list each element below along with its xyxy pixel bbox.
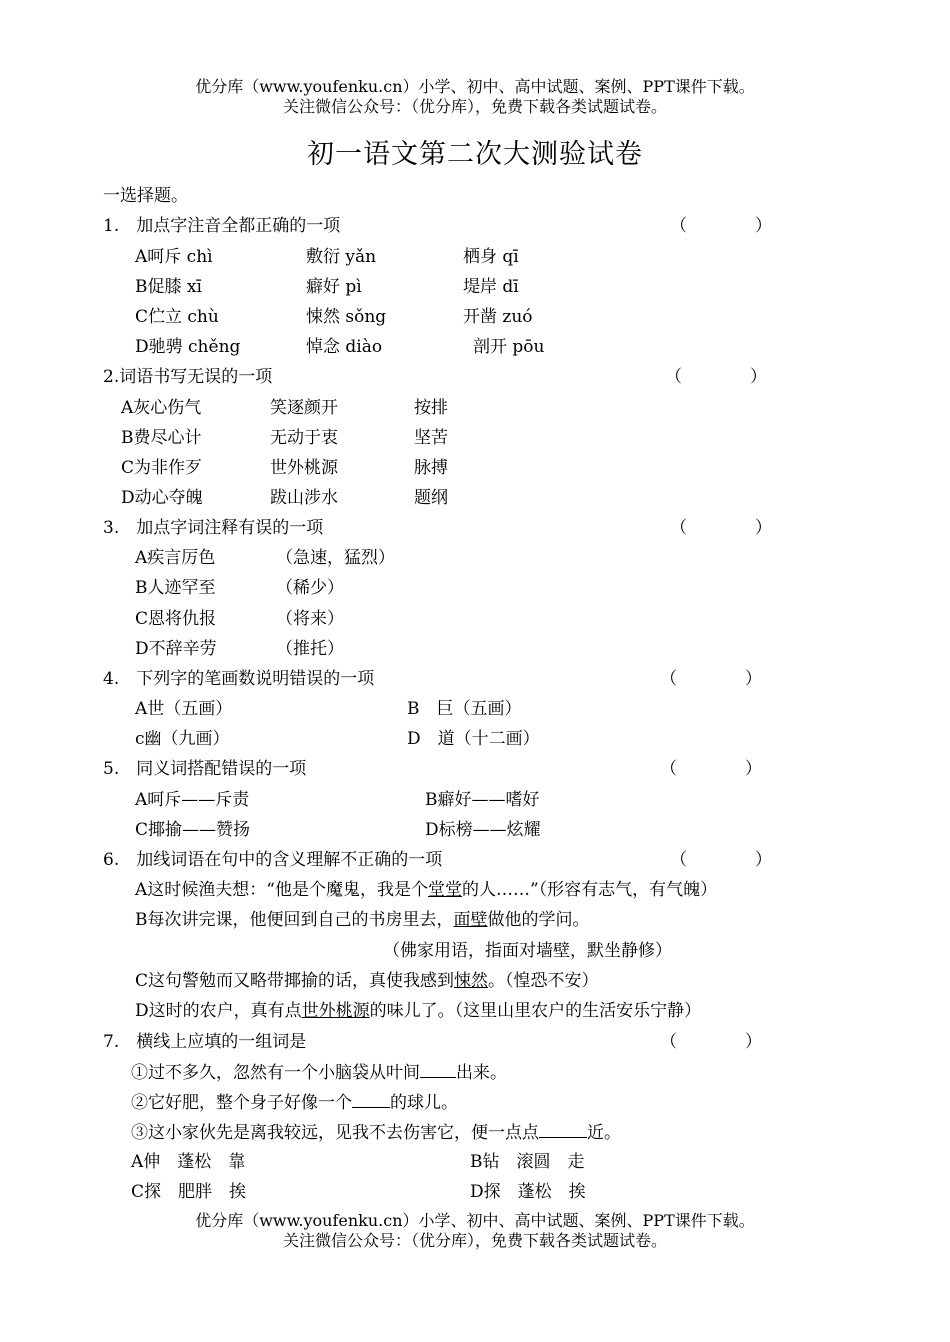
q7-option-b: B钻 滚圆 走 xyxy=(470,1152,585,1172)
q1-option-a-3: 栖身 qī xyxy=(463,247,519,267)
q2-stem: 2.词语书写无误的一项 xyxy=(103,367,273,387)
q2-option-b-3: 坚苦 xyxy=(414,428,448,448)
q7-sentence-3-text-2: 近。 xyxy=(587,1123,621,1143)
q6-stem: 6. 加线词语在句中的含义理解不正确的一项 xyxy=(103,850,443,870)
q7-sentence-2-text-2: 的球儿。 xyxy=(390,1093,458,1113)
q6-option-c xyxy=(135,970,599,992)
footer-line-2: 关注微信公众号：（优分库），免费下载各类试题试卷。 xyxy=(282,1231,667,1250)
q3-option-d-word: D不辞辛劳 xyxy=(135,639,217,659)
q7-stem: 7. 横线上应填的一组词是 xyxy=(103,1032,307,1052)
q2-option-c-3: 脉搏 xyxy=(414,458,448,478)
q5-option-a: A呵斥——斥责 xyxy=(135,790,250,810)
page-title: 初一语文第二次大测验试卷 xyxy=(307,139,643,170)
q2-option-d-3: 题纲 xyxy=(414,488,448,508)
q5-stem: 5. 同义词搭配错误的一项 xyxy=(103,759,307,779)
q6-option-c-underlined: 悚然 xyxy=(454,971,489,991)
q6-option-c-text-1: C这句警勉而又略带揶揄的话，真使我感到 xyxy=(135,971,455,991)
q7-option-a: A伸 蓬松 靠 xyxy=(131,1152,246,1172)
header-line-2: 关注微信公众号：（优分库），免费下载各类试题试卷。 xyxy=(282,97,667,116)
q5-option-c: C揶揄——赞扬 xyxy=(135,820,251,840)
header-line-1: 优分库（www.youfenku.cn）小学、初中、高中试题、案例、PPT课件下载。 xyxy=(195,77,755,96)
q6-option-a-text-2: 的人……”（形容有志气，有气魄） xyxy=(461,880,718,900)
q2-option-c-2: 世外桃源 xyxy=(270,458,338,478)
q1-option-b-1: B促膝 xī xyxy=(135,277,202,297)
q4-stem: 4. 下列字的笔画数说明错误的一项 xyxy=(103,669,375,689)
q1-option-c-2: 悚然 sǒng xyxy=(306,307,387,327)
q2-option-a-2: 笑逐颜开 xyxy=(270,398,338,418)
q7-answer-paren: （ ） xyxy=(660,1032,762,1052)
q6-answer-paren: （ ） xyxy=(670,850,772,870)
q2-option-c-1: C为非作歹 xyxy=(121,458,203,478)
q2-option-d-1: D动心夺魄 xyxy=(121,488,203,508)
q3-option-d-note: （推托） xyxy=(276,639,344,659)
q6-option-b-underlined: 面壁 xyxy=(453,910,488,930)
q7-blank-1 xyxy=(420,1061,456,1078)
q6-option-d-underlined: 世外桃源 xyxy=(301,1001,370,1021)
q5-answer-paren: （ ） xyxy=(660,759,762,779)
q3-option-a-note: （急速，猛烈） xyxy=(276,548,395,568)
footer-line-1: 优分库（www.youfenku.cn）小学、初中、高中试题、案例、PPT课件下载。 xyxy=(195,1211,755,1230)
q3-stem: 3. 加点字词注释有误的一项 xyxy=(103,518,324,538)
q1-option-a-1: A呵斥 chì xyxy=(135,247,213,267)
q2-option-a-3: 按排 xyxy=(414,398,448,418)
q4-option-d: D 道（十二画） xyxy=(407,729,540,749)
q7-option-d: D探 蓬松 挨 xyxy=(470,1182,586,1202)
q7-option-c: C探 肥胖 挨 xyxy=(131,1182,247,1202)
section-heading: 一选择题。 xyxy=(103,186,188,206)
q6-option-c-text-2: 。（惶恐不安） xyxy=(488,971,599,991)
q1-option-d-2: 悼念 diào xyxy=(306,337,383,357)
q7-sentence-1 xyxy=(131,1061,507,1084)
q4-option-b: B 巨（五画） xyxy=(407,699,522,719)
q6-option-a xyxy=(135,879,717,901)
q6-option-d xyxy=(135,1000,701,1022)
q2-option-a-1: A灰心伤气 xyxy=(121,398,202,418)
q1-option-d-3: 剖开 pōu xyxy=(473,337,545,357)
q2-option-b-2: 无动于衷 xyxy=(270,428,338,448)
q7-sentence-1-text-2: 出来。 xyxy=(456,1063,507,1083)
q3-option-c-word: C恩将仇报 xyxy=(135,609,217,629)
q6-option-a-text-1: A这时候渔夫想：“他是个魔鬼，我是个 xyxy=(135,880,428,900)
q6-option-d-text-1: D这时的农户，真有点 xyxy=(135,1001,302,1021)
q6-option-b-note: （佛家用语，指面对墙壁，默坐静修） xyxy=(383,941,672,961)
q6-option-d-text-2: 的味儿了。（这里山里农户的生活安乐宁静） xyxy=(369,1001,702,1021)
q2-option-b-1: B费尽心计 xyxy=(121,428,202,448)
q4-answer-paren: （ ） xyxy=(660,669,762,689)
q1-answer-paren: （ ） xyxy=(670,216,772,236)
q3-answer-paren: （ ） xyxy=(670,518,772,538)
q4-option-a: A世（五画） xyxy=(135,699,233,719)
q6-option-a-underlined: 堂堂 xyxy=(427,880,462,900)
q3-option-b-note: （稀少） xyxy=(276,578,344,598)
q6-option-b-text-1: B每次讲完课，他便回到自己的书房里去， xyxy=(135,910,454,930)
q6-option-b-text-2: 做他的学问。 xyxy=(487,910,590,930)
q3-option-a-word: A疾言厉色 xyxy=(135,548,216,568)
q4-option-c: c幽（九画） xyxy=(135,729,230,749)
q7-sentence-3-text-1: ③这小家伙先是离我较远，见我不去伤害它，便一点点 xyxy=(131,1123,539,1143)
q1-option-b-2: 癖好 pì xyxy=(306,277,362,297)
q7-sentence-3 xyxy=(131,1121,621,1144)
q2-answer-paren: （ ） xyxy=(665,367,767,387)
q3-option-b-word: B人迹罕至 xyxy=(135,578,216,598)
q1-stem: 1. 加点字注音全都正确的一项 xyxy=(103,216,341,236)
q7-sentence-1-text-1: ①过不多久，忽然有一个小脑袋从叶间 xyxy=(131,1063,420,1083)
q6-option-b xyxy=(135,909,590,931)
q5-option-d: D标榜——炫耀 xyxy=(425,820,541,840)
q1-option-c-1: C伫立 chù xyxy=(135,307,219,327)
q7-blank-3 xyxy=(539,1121,587,1138)
q3-option-c-note: （将来） xyxy=(276,609,344,629)
q1-option-a-2: 敷衍 yǎn xyxy=(306,247,377,267)
q7-blank-2 xyxy=(352,1091,390,1108)
q7-sentence-2-text-1: ②它好肥，整个身子好像一个 xyxy=(131,1093,352,1113)
q1-option-c-3: 开凿 zuó xyxy=(463,307,533,327)
q2-option-d-2: 跋山涉水 xyxy=(270,488,338,508)
q7-sentence-2 xyxy=(131,1091,458,1114)
q5-option-b: B癖好——嗜好 xyxy=(425,790,540,810)
q1-option-b-3: 堤岸 dī xyxy=(463,277,519,297)
q1-option-d-1: D驰骋 chěng xyxy=(135,337,241,357)
